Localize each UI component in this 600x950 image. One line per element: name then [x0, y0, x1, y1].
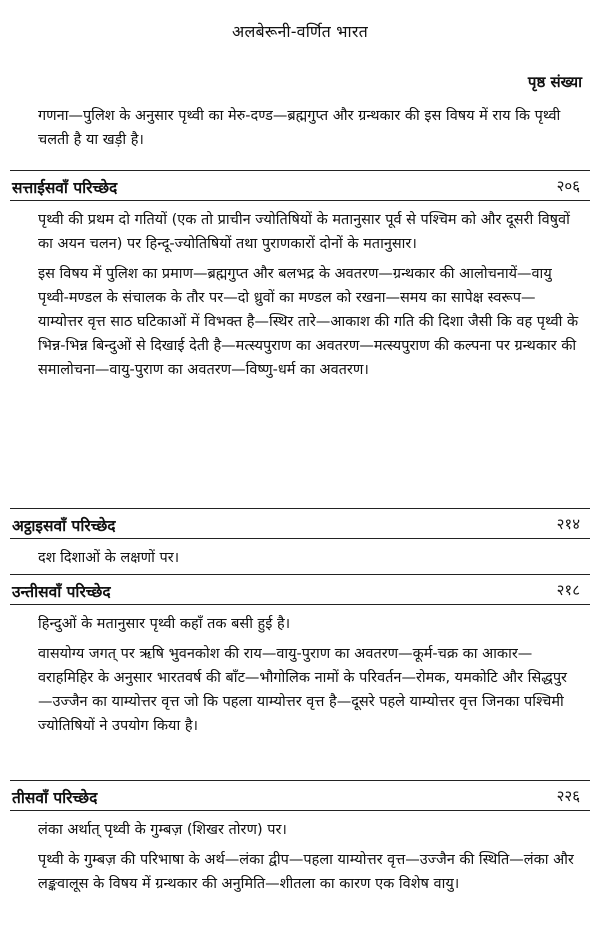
- chapter-entry-30: [0, 780, 600, 940]
- chapter-summary: लंका अर्थात् पृथ्वी के गुम्बज़ (शिखर तोरण) पर।: [38, 822, 287, 838]
- chapter-summary: पृथ्वी की प्रथम दो गतियों (एक तो प्राचीन ज्योतिषियों के मतानुसार पूर्व से पश्चिम को और दूसरी विषुवों का अयन चलन) पर हिन्दू-ज्योतिषियों तथा पुराणकारों दोनों के मतानुसार।: [38, 212, 570, 252]
- chapter-summary: हिन्दुओं के मतानुसार पृथ्वी कहाँ तक बसी हुई है।: [38, 616, 291, 632]
- chapter-page-number: २१४: [556, 515, 580, 533]
- continued-entry-text: गणना—पुलिश के अनुसार पृथ्वी का मेरु-दण्ड—ब्रह्मगुप्त और ग्रन्थकार की इस विषय में राय कि पृथ्वी चलती है या खड़ी है।: [38, 108, 561, 148]
- chapter-top-rule: [10, 574, 590, 575]
- chapter-contents: वासयोग्य जगत् पर ऋषि भुवनकोश की राय—वायु-पुराण का अवतरण—कूर्म-चक्र का आकार—वराहमिहिर के अनुसार भारतवर्ष की बाँट—भौगोलिक नामों के परिवर्तन—रोमक, यमकोटि और सिद्धपुर—उज्जैन का याम्योत्तर वृत्त जो कि पहला याम्योत्तर वृत्त है—दूसरे पहले याम्योत्तर वृत्त जिनका पश्चिमी ज्योतिषियों ने उपयोग किया है।: [38, 646, 567, 734]
- chapter-entry-29: [0, 574, 600, 784]
- chapter-title-rule: [10, 200, 590, 201]
- chapter-top-rule: [10, 780, 590, 781]
- page-number-column-heading: पृष्ठ संख्या: [527, 73, 582, 91]
- chapter-description: [38, 612, 580, 744]
- chapter-contents: इस विषय में पुलिश का प्रमाण—ब्रह्मगुप्त और बलभद्र के अवतरण—ग्रन्थकार की आलोचनायें—वायु पृथ्वी-मण्डल के संचालक के तौर पर—दो ध्रुवों का मण्डल को रखना—समय का सापेक्ष स्वरूप—याम्योत्तर वृत्त साठ घटिकाओं में विभक्त है—स्थिर तारे—आकाश की गति की दिशा जैसी कि वह पृथ्वी के भिन्न-भिन्न बिन्दुओं से दिखाई देती है—मत्स्यपुराण का अवतरण—मत्स्यपुराण की कल्पना पर ग्रन्थकार की समालोचना—वायु-पुराण का अवतरण—विष्णु-धर्म का अवतरण।: [38, 266, 579, 378]
- chapter-title-rule: [10, 810, 590, 811]
- chapter-contents: पृथ्वी के गुम्बज़ की परिभाषा के अर्थ—लंका द्वीप—पहला याम्योत्तर वृत्त—उज्जैन की स्थिति—लंका और लङ्कवालूस के विषय में ग्रन्थकार की अनुमिति—शीतला का कारण एक विशेष वायु।: [38, 852, 574, 892]
- chapter-description: [38, 546, 580, 576]
- chapter-entry-28: [0, 508, 600, 574]
- chapter-top-rule: [10, 508, 590, 509]
- chapter-page-number: २०६: [556, 177, 580, 195]
- chapter-title-rule: [10, 604, 590, 605]
- chapter-entry-27: [0, 170, 600, 500]
- chapter-title: सत्ताईसवाँ परिच्छेद: [12, 179, 118, 197]
- chapter-page-number: २१८: [556, 581, 580, 599]
- chapter-title-rule: [10, 538, 590, 539]
- chapter-summary: दश दिशाओं के लक्षणों पर।: [38, 550, 180, 566]
- chapter-title: उन्तीसवाँ परिच्छेद: [12, 583, 111, 601]
- chapter-title: अट्ठाइसवाँ परिच्छेद: [12, 517, 116, 535]
- chapter-title: तीसवाँ परिच्छेद: [12, 789, 98, 807]
- chapter-description: [38, 818, 580, 902]
- running-head: अलबेरूनी-वर्णित भारत: [232, 22, 368, 41]
- chapter-description: [38, 208, 580, 388]
- chapter-page-number: २२६: [556, 787, 580, 805]
- chapter-top-rule: [10, 170, 590, 171]
